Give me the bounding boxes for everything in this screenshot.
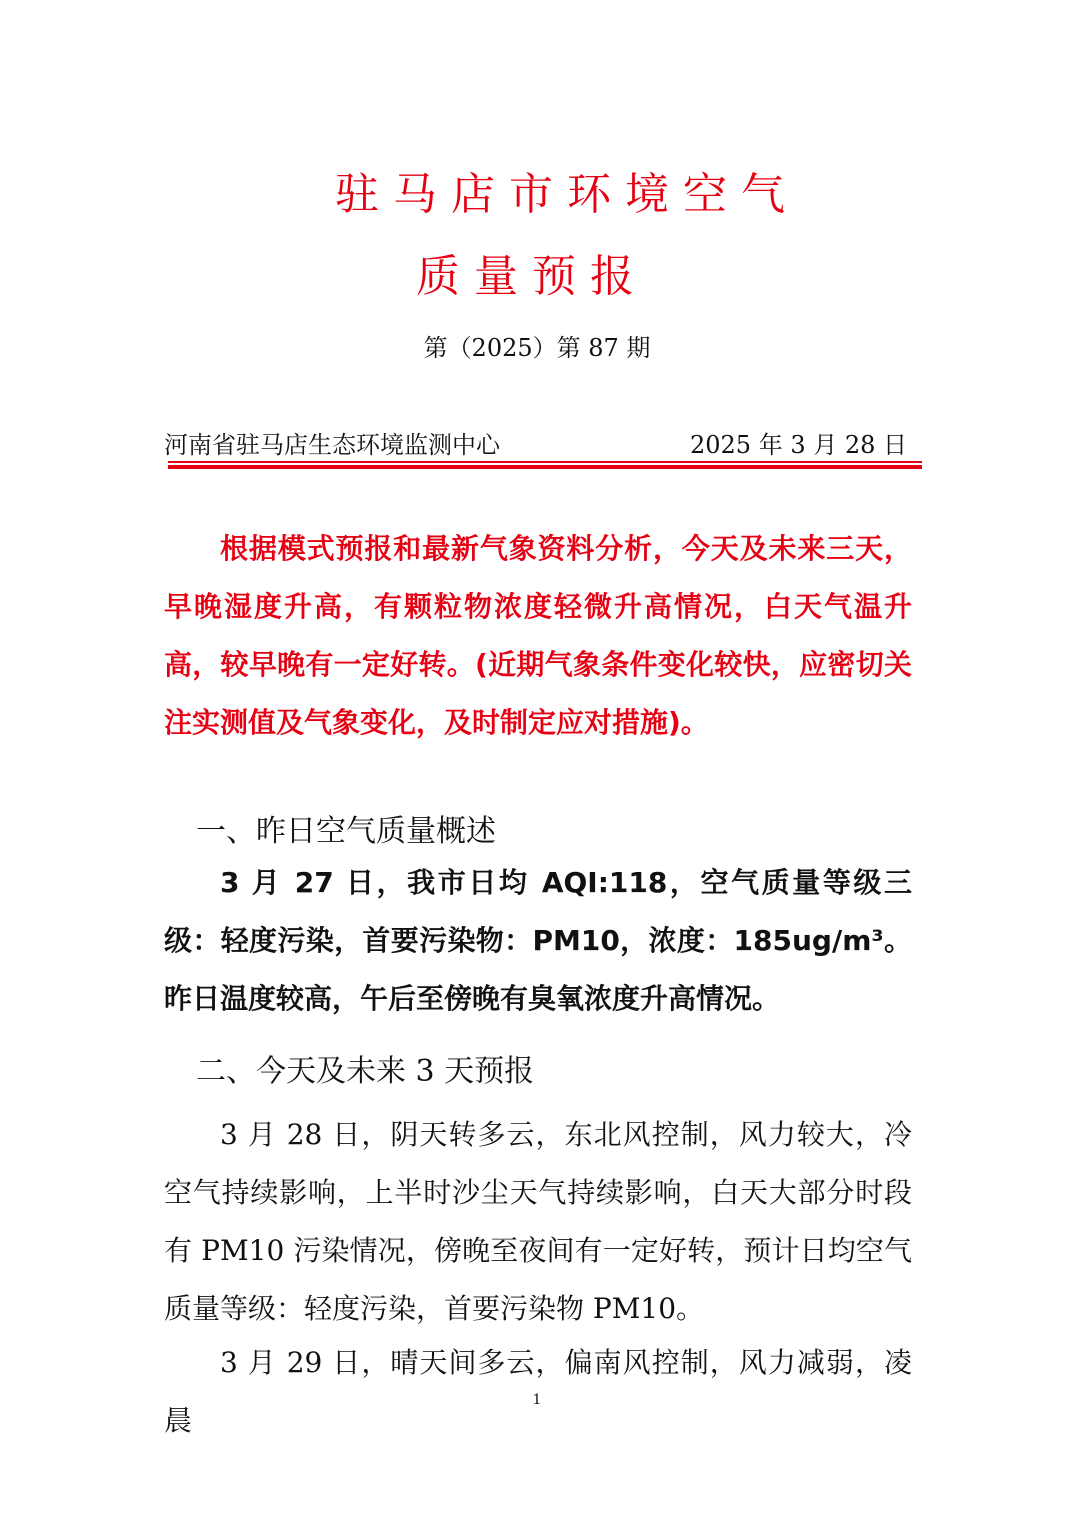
section1-text: 3 月 27 日，我市日均 AQI:118，空气质量等级三级：轻度污染，首要污染物：PM10，浓度：185ug/m³。昨日温度较高，午后至傍晚有臭氧浓度升高情况。 xyxy=(164,866,912,1015)
header-divider-thin xyxy=(168,461,922,463)
section2-heading: 二、今天及未来 3 天预报 xyxy=(196,1054,535,1089)
issuing-organization: 河南省驻马店生态环境监测中心 xyxy=(164,431,500,459)
issue-date: 2025 年 3 月 28 日 xyxy=(690,431,908,459)
header-divider-thick xyxy=(168,465,922,469)
forecast-paragraph-mar28: 3 月 28 日，阴天转多云，东北风控制，风力较大，冷空气持续影响，上半时沙尘天气持续影响，白天大部分时段有 PM10 污染情况，傍晚至夜间有一定好转，预计日均空气质量等级：轻度污染，首要污染物 PM10。 xyxy=(164,1118,912,1325)
issue-number: 第（2025）第 87 期 xyxy=(423,334,651,362)
document-title-line1: 驻马店市环境空气 xyxy=(335,169,799,220)
forecast-paragraph-mar29: 3 月 29 日，晴天间多云，偏南风控制，风力减弱，凌晨 xyxy=(164,1346,912,1437)
forecast-summary: 根据模式预报和最新气象资料分析，今天及未来三天，早晚湿度升高，有颗粒物浓度轻微升高情况，白天气温升高，较早晚有一定好转。(近期气象条件变化较快，应密切关注实测值及气象变化，及时制定应对措施)。 xyxy=(164,532,912,739)
section1-heading: 一、昨日空气质量概述 xyxy=(196,814,496,849)
document-title-line2: 质量预报 xyxy=(416,251,648,302)
page-number: 1 xyxy=(532,1392,542,1408)
